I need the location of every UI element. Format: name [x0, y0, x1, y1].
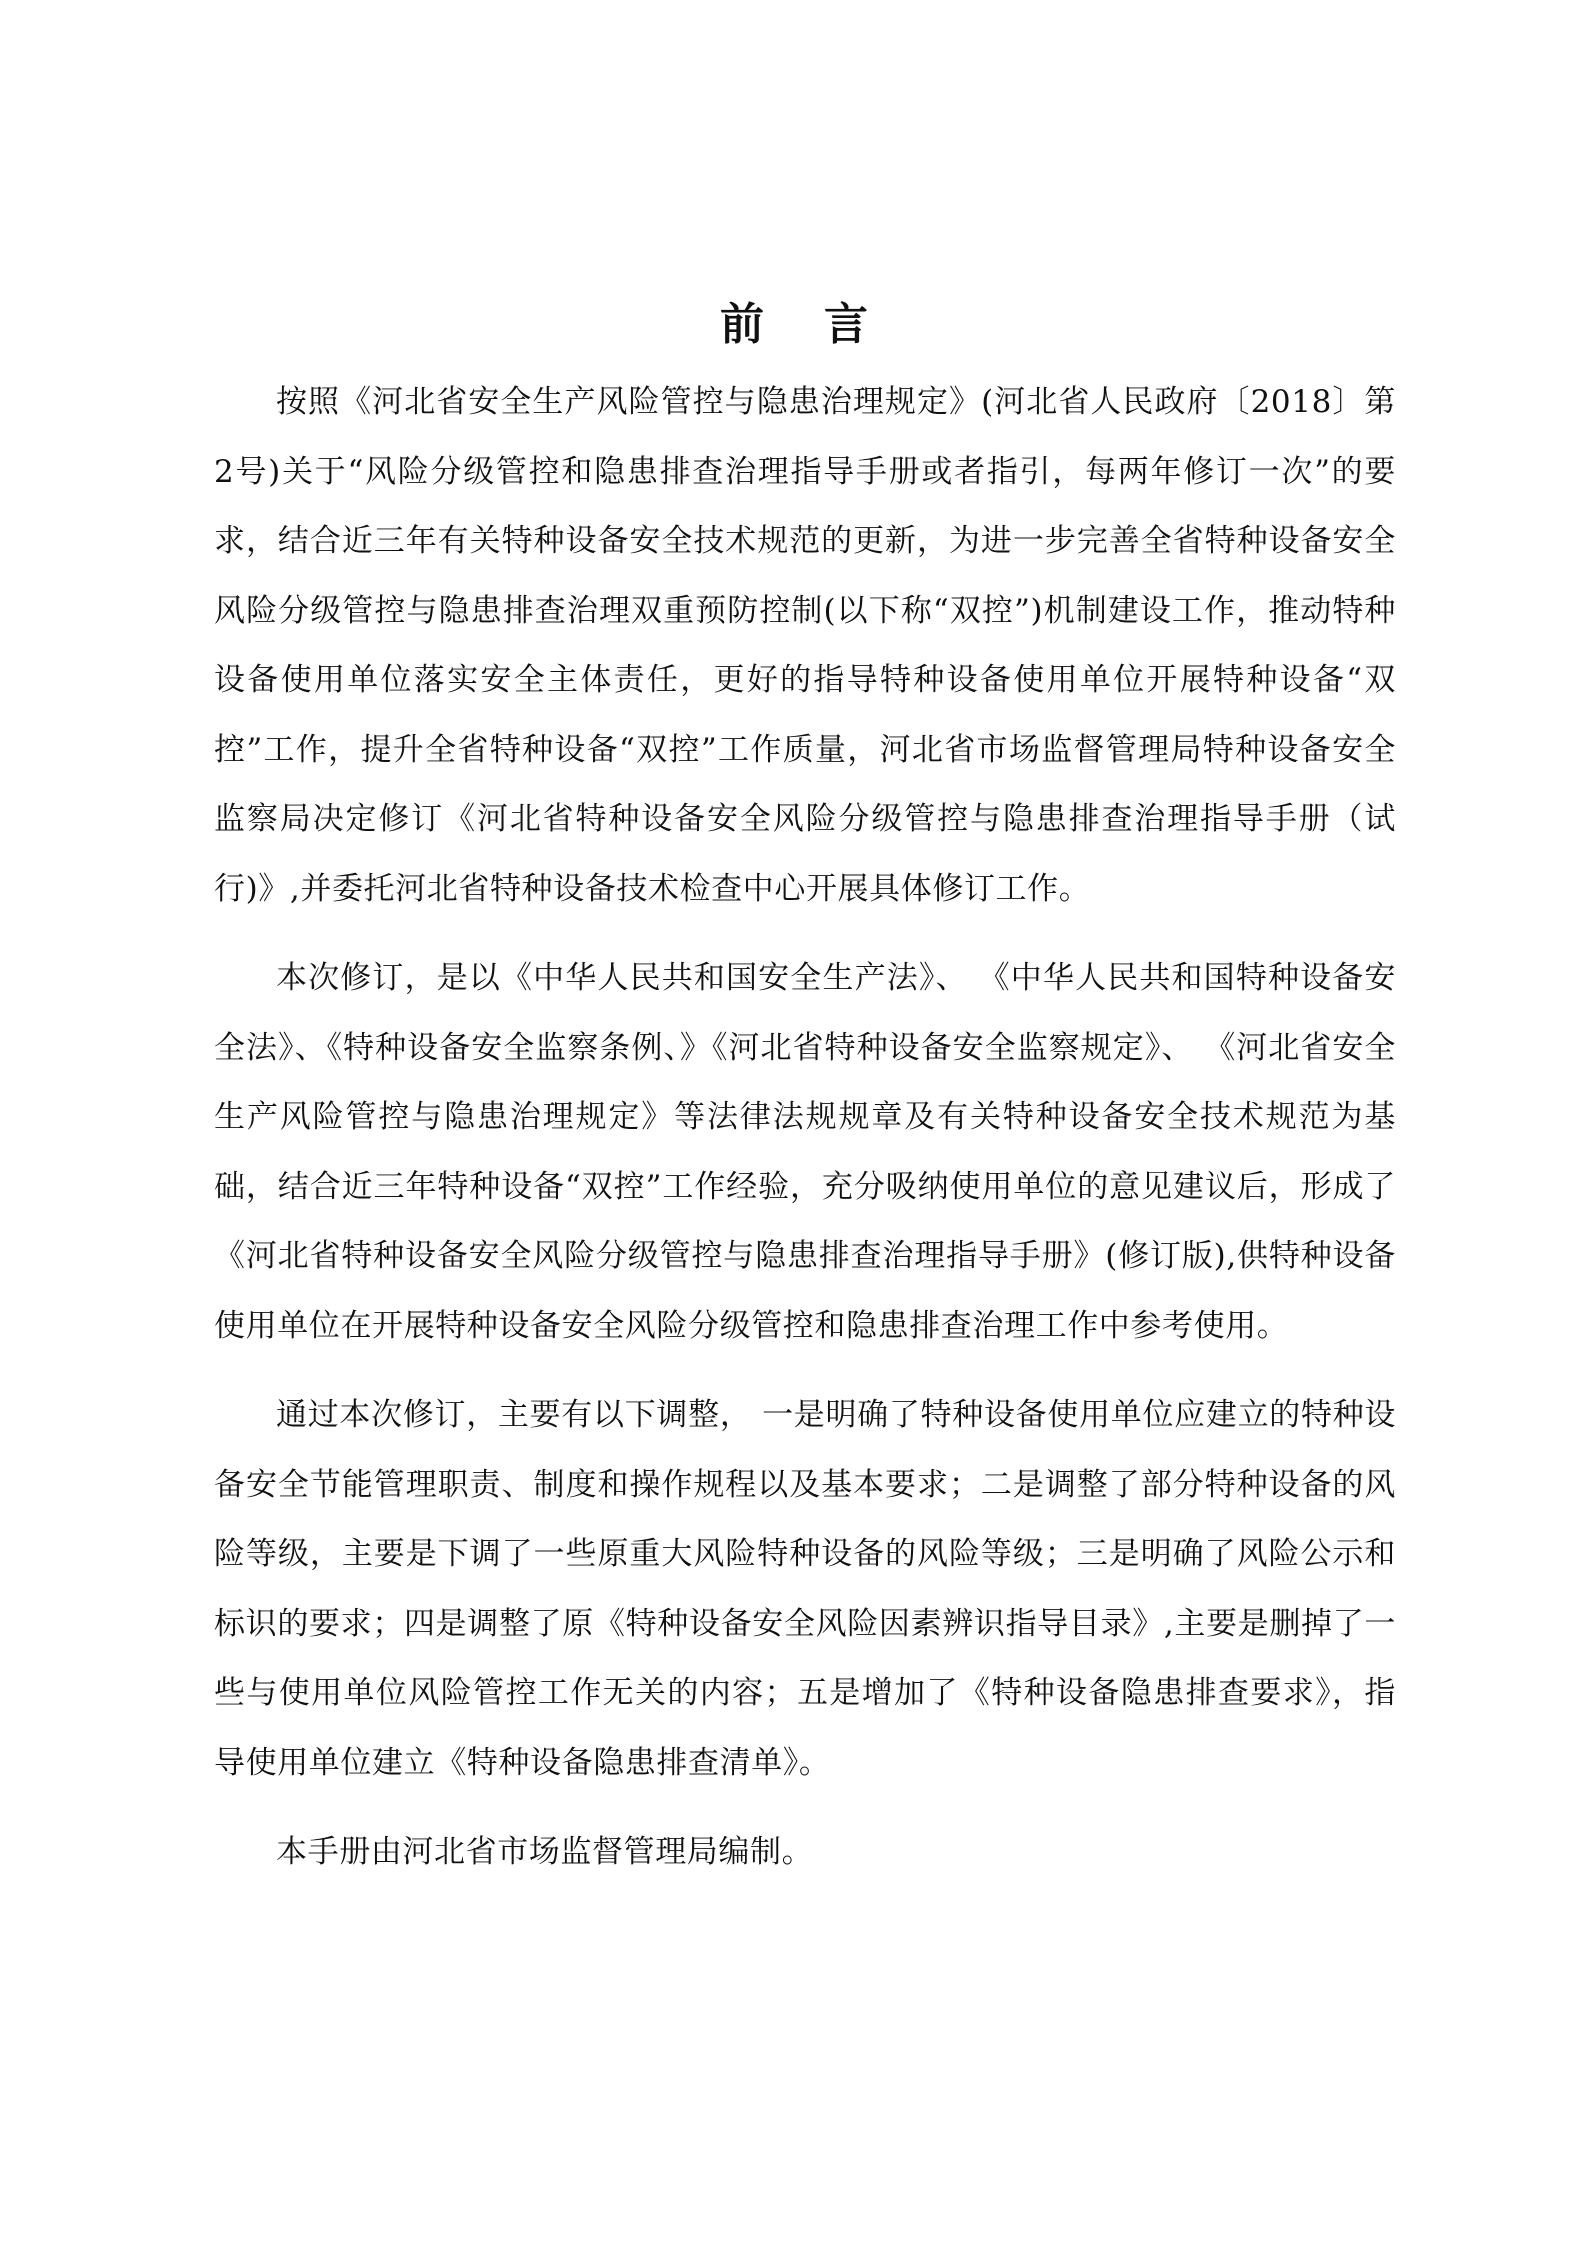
body-text — [214, 368, 1396, 1908]
paragraph-4: 本手册由河北省市场监督管理局编制。 — [276, 1834, 814, 1870]
paragraph-2: 本次修订，是以《中华人民共和国安全生产法》、 《中华人民共和国特种设备安全法》、《特种设备安全监察条例、》《河北省特种设备安全监察规定》、 《河北省安全生产风险管控与隐患治理规定》等法律法规规章及有关特种设备安全技术规范为基础，结合近三年特种设备“双控”工作经验，充分吸纳使用单位的意见建议后，形成了《河北省特种设备安全风险分级管控与隐患排查治理指导手册》(修订版),供特种设备使用单位在开展特种设备安全风险分级管控和隐患排查治理工作中参考使用。 — [214, 960, 1396, 1344]
paragraph-1: 按照《河北省安全生产风险管控与隐患治理规定》(河北省人民政府〔2018〕第2号)关于“风险分级管控和隐患排查治理指导手册或者指引，每两年修订一次”的要求，结合近三年有关特种设备安全技术规范的更新，为进一步完善全省特种设备安全风险分级管控与隐患排查治理双重预防控制(以下称“双控”)机制建设工作，推动特种设备使用单位落实安全主体责任，更好的指导特种设备使用单位开展特种设备“双控”工作，提升全省特种设备“双控”工作质量，河北省市场监督管理局特种设备安全监察局决定修订《河北省特种设备安全风险分级管控与隐患排查治理指导手册（试行)》,并委托河北省特种设备技术检查中心开展具体修订工作。 — [214, 384, 1396, 907]
paragraph-3: 通过本次修订，主要有以下调整， 一是明确了特种设备使用单位应建立的特种设备安全节能管理职责、制度和操作规程以及基本要求；二是调整了部分特种设备的风险等级，主要是下调了一些原重大风险特种设备的风险等级；三是明确了风险公示和标识的要求；四是调整了原《特种设备安全风险因素辨识指导目录》,主要是删掉了一些与使用单位风险管控工作无关的内容；五是增加了《特种设备隐患排查要求》，指导使用单位建立《特种设备隐患排查清单》。 — [214, 1397, 1396, 1781]
page-title: 前言 — [720, 299, 928, 350]
